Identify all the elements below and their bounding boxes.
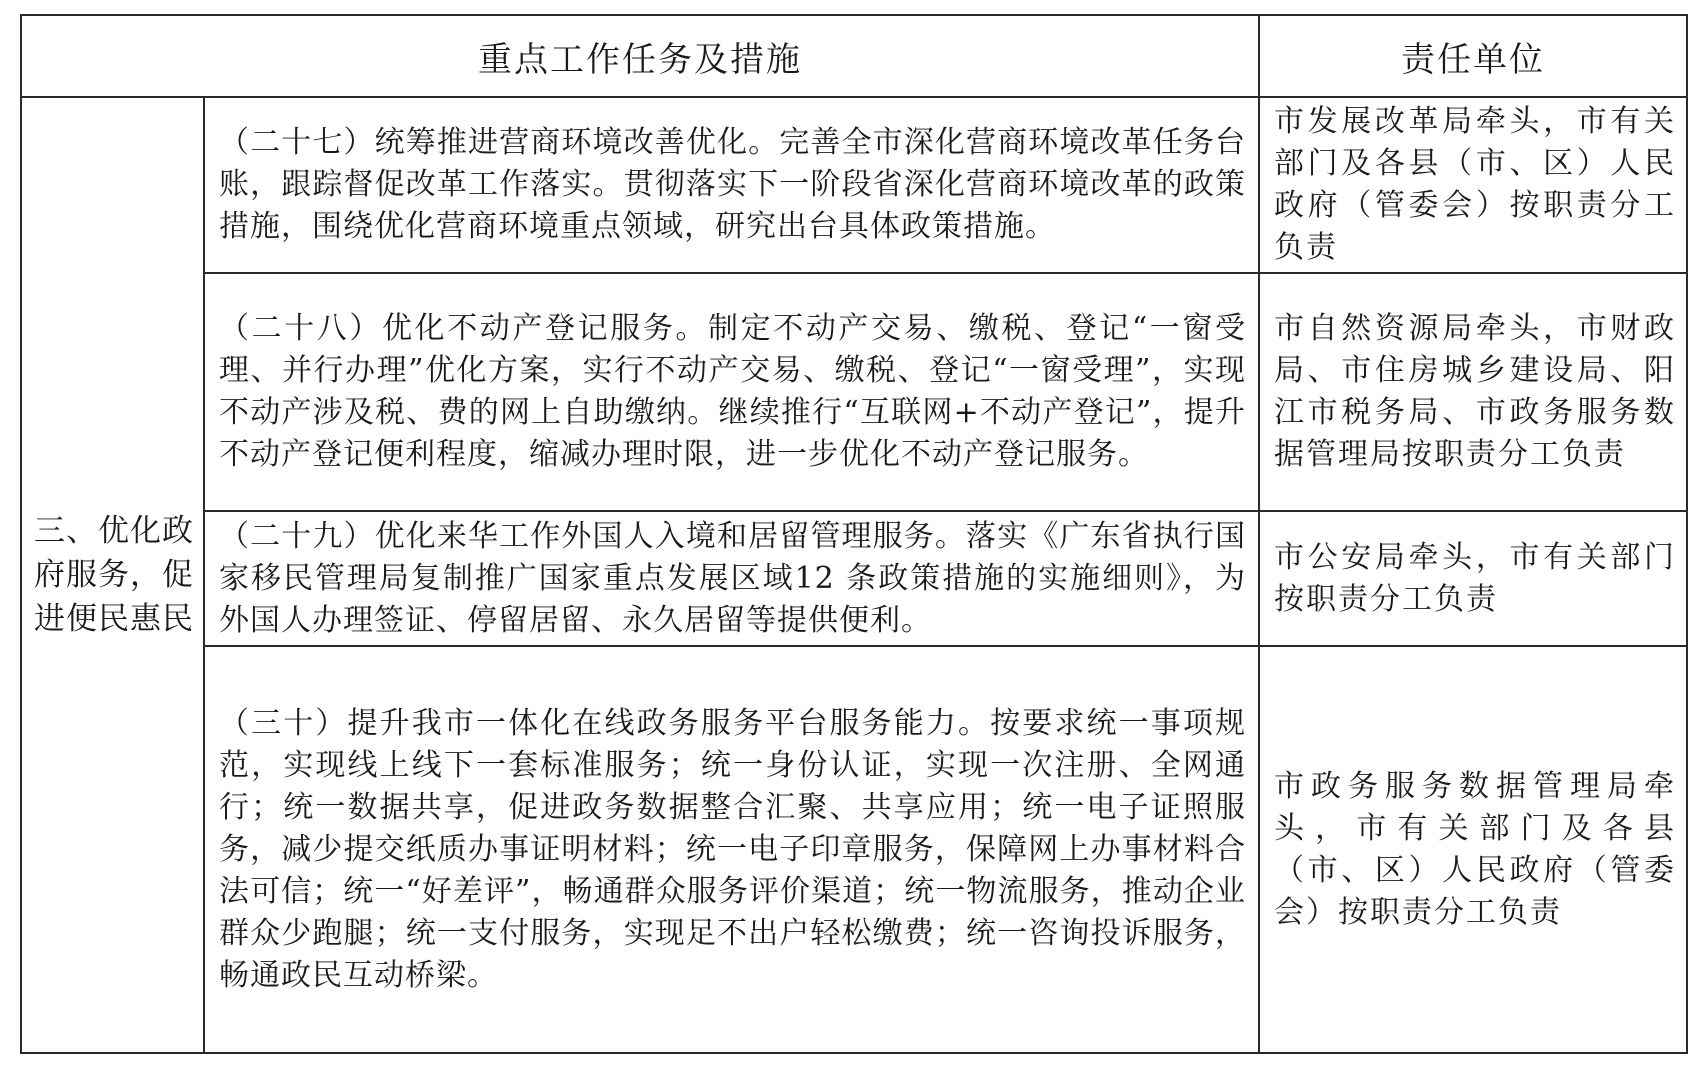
category-cell: 三、优化政府服务，促进便民惠民: [21, 97, 204, 1053]
unit-cell: 市政务服务数据管理局牵头，市有关部门及各县（市、区）人民政府（管委会）按职责分工负责: [1259, 646, 1687, 1053]
table-row: [21, 511, 1687, 646]
unit-cell: 市发展改革局牵头，市有关部门及各县（市、区）人民政府（管委会）按职责分工负责: [1259, 97, 1687, 273]
task-cell: （二十七）统筹推进营商环境改善优化。完善全市深化营商环境改革任务台账，跟踪督促改革工作落实。贯彻落实下一阶段省深化营商环境改革的政策措施，围绕优化营商环境重点领域，研究出台具体政策措施。: [204, 97, 1259, 273]
table-row: [21, 646, 1687, 1053]
table-row: [21, 273, 1687, 511]
unit-cell: 市公安局牵头，市有关部门按职责分工负责: [1259, 511, 1687, 646]
task-table: [20, 14, 1688, 1054]
task-cell: （三十）提升我市一体化在线政务服务平台服务能力。按要求统一事项规范，实现线上线下一套标准服务；统一身份认证，实现一次注册、全网通行；统一数据共享，促进政务数据整合汇聚、共享应用；统一电子证照服务，减少提交纸质办事证明材料；统一电子印章服务，保障网上办事材料合法可信；统一“好差评”，畅通群众服务评价渠道；统一物流服务，推动企业群众少跑腿；统一支付服务，实现足不出户轻松缴费；统一咨询投诉服务，畅通政民互动桥梁。: [204, 646, 1259, 1053]
header-unit: 责任单位: [1259, 15, 1687, 97]
table-row: [21, 97, 1687, 273]
table-header-row: [21, 15, 1687, 97]
unit-cell: 市自然资源局牵头，市财政局、市住房城乡建设局、阳江市税务局、市政务服务数据管理局按职责分工负责: [1259, 273, 1687, 511]
task-cell: （二十八）优化不动产登记服务。制定不动产交易、缴税、登记“一窗受理、并行办理”优化方案，实行不动产交易、缴税、登记“一窗受理”，实现不动产涉及税、费的网上自助缴纳。继续推行“互联网+不动产登记”，提升不动产登记便利程度，缩减办理时限，进一步优化不动产登记服务。: [204, 273, 1259, 511]
header-tasks: 重点工作任务及措施: [21, 15, 1259, 97]
task-cell: （二十九）优化来华工作外国人入境和居留管理服务。落实《广东省执行国家移民管理局复制推广国家重点发展区域12 条政策措施的实施细则》，为外国人办理签证、停留居留、永久居留等提供便利。: [204, 511, 1259, 646]
